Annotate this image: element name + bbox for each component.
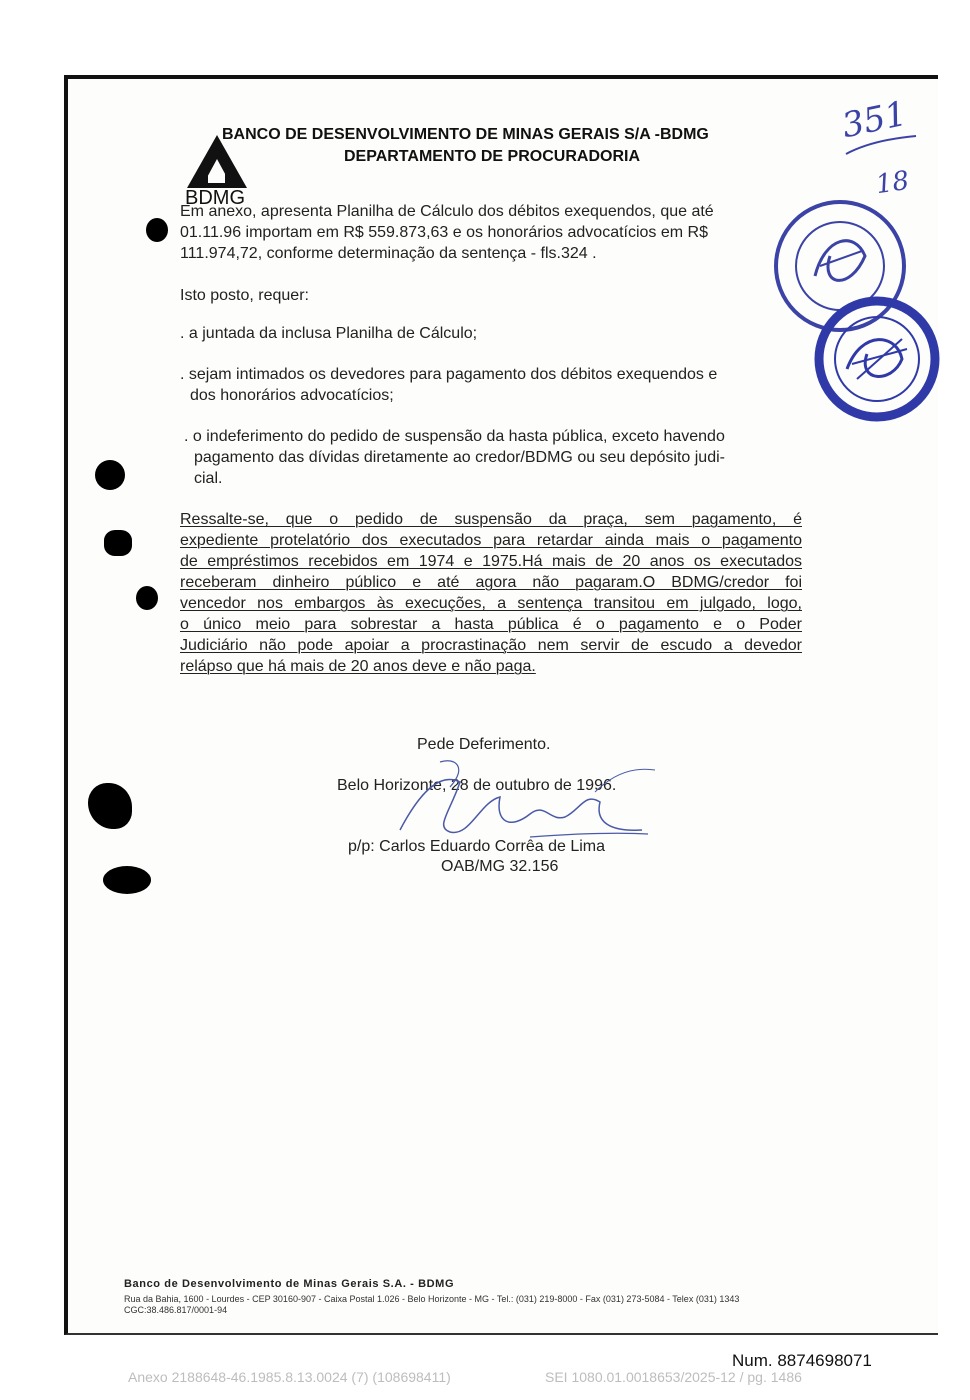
handwritten-page-number: 351 <box>838 93 911 147</box>
closing-oab: OAB/MG 32.156 <box>441 858 559 875</box>
request-line: . a juntada da inclusa Planilha de Cálculo; <box>180 325 478 342</box>
header-bank-name: BANCO DE DESENVOLVIMENTO DE MINAS GERAIS S/A -BDMG <box>222 126 709 143</box>
request-item <box>184 426 794 489</box>
document-number: Num. 8874698071 <box>732 1351 872 1370</box>
punch-hole-mark <box>104 530 132 556</box>
request-item <box>180 323 780 344</box>
handwritten-sheet-number: 18 <box>874 165 912 201</box>
header-department: DEPARTAMENTO DE PROCURADORIA <box>343 148 640 165</box>
request-item <box>180 364 780 406</box>
punch-hole-mark <box>103 866 151 894</box>
closing-place-date: Belo Horizonte, 28 de outubro de 1996. <box>337 777 617 794</box>
request-line: . sejam intimados os devedores para pagamento dos débitos exequendos e <box>180 366 718 383</box>
closing-request: Pede Deferimento. <box>417 736 551 753</box>
intro-line: 111.974,72, conforme determinação da sentença - fls.324 . <box>180 245 597 262</box>
emphasis-line: relápso que há mais de 20 anos deve e não paga. <box>180 658 536 675</box>
emphasis-line: de empréstimos recebidos em 1974 e 1975.Há mais de 20 anos os executados <box>180 553 802 570</box>
emphasis-line: receberam dinheiro público e até agora não pagaram.O BDMG/credor foi <box>180 574 802 591</box>
intro-line: 01.11.96 importam em R$ 559.873,63 e os honorários advocatícios em R$ <box>180 224 708 241</box>
emphasis-line: Ressalte-se, que o pedido de suspensão da praça, sem pagamento, é <box>180 511 802 528</box>
punch-hole-mark <box>146 218 168 242</box>
footer-cgc: CGC:38.486.817/0001-94 <box>124 1305 228 1315</box>
sei-reference: SEI 1080.01.0018653/2025-12 / pg. 1486 <box>545 1369 802 1385</box>
handwritten-stroke-icon <box>842 132 922 162</box>
footer-address: Rua da Bahia, 1600 - Lourdes - CEP 30160-907 - Caixa Postal 1.026 - Belo Horizonte - MG - Tel.: (031) 219-8000 - Fax (031) 273-5084 - Telex (031) 1343 <box>124 1294 740 1304</box>
request-line: . o indeferimento do pedido de suspensão da hasta pública, exceto havendo <box>184 428 725 445</box>
emphasis-paragraph <box>180 509 802 677</box>
request-line: dos honorários advocatícios; <box>190 387 394 404</box>
second-stamp-icon <box>812 294 942 424</box>
logo-text: BDMG <box>185 187 245 209</box>
punch-hole-mark <box>136 586 158 610</box>
request-line: cial. <box>194 470 223 487</box>
intro-paragraph <box>180 201 805 264</box>
request-line: pagamento das dívidas diretamente ao credor/BDMG ou seu depósito judi- <box>194 449 725 466</box>
emphasis-line: vencedor nos embargos às execuções, a sentença transitou em julgado, logo, <box>180 595 802 612</box>
emphasis-line: o único meio para sobrestar a hasta pública é o pagamento e o Poder <box>180 616 802 633</box>
anexo-reference: Anexo 2188648-46.1985.8.13.0024 (7) (108698411) <box>128 1369 451 1385</box>
punch-hole-mark <box>95 460 125 490</box>
footer-company: Banco de Desenvolvimento de Minas Gerais S.A. - BDMG <box>124 1278 455 1290</box>
emphasis-line: expediente protelatório dos executados para retardar ainda mais o pagamento <box>180 532 802 549</box>
intro-line: Em anexo, apresenta Planilha de Cálculo dos débitos exequendos, que até <box>180 203 714 220</box>
emphasis-line: Judiciário não pode apoiar a procrastinação nem servir de escudo a devedor <box>180 637 802 654</box>
closing-signer: p/p: Carlos Eduardo Corrêa de Lima <box>348 838 606 855</box>
request-intro: Isto posto, requer: <box>180 287 309 304</box>
